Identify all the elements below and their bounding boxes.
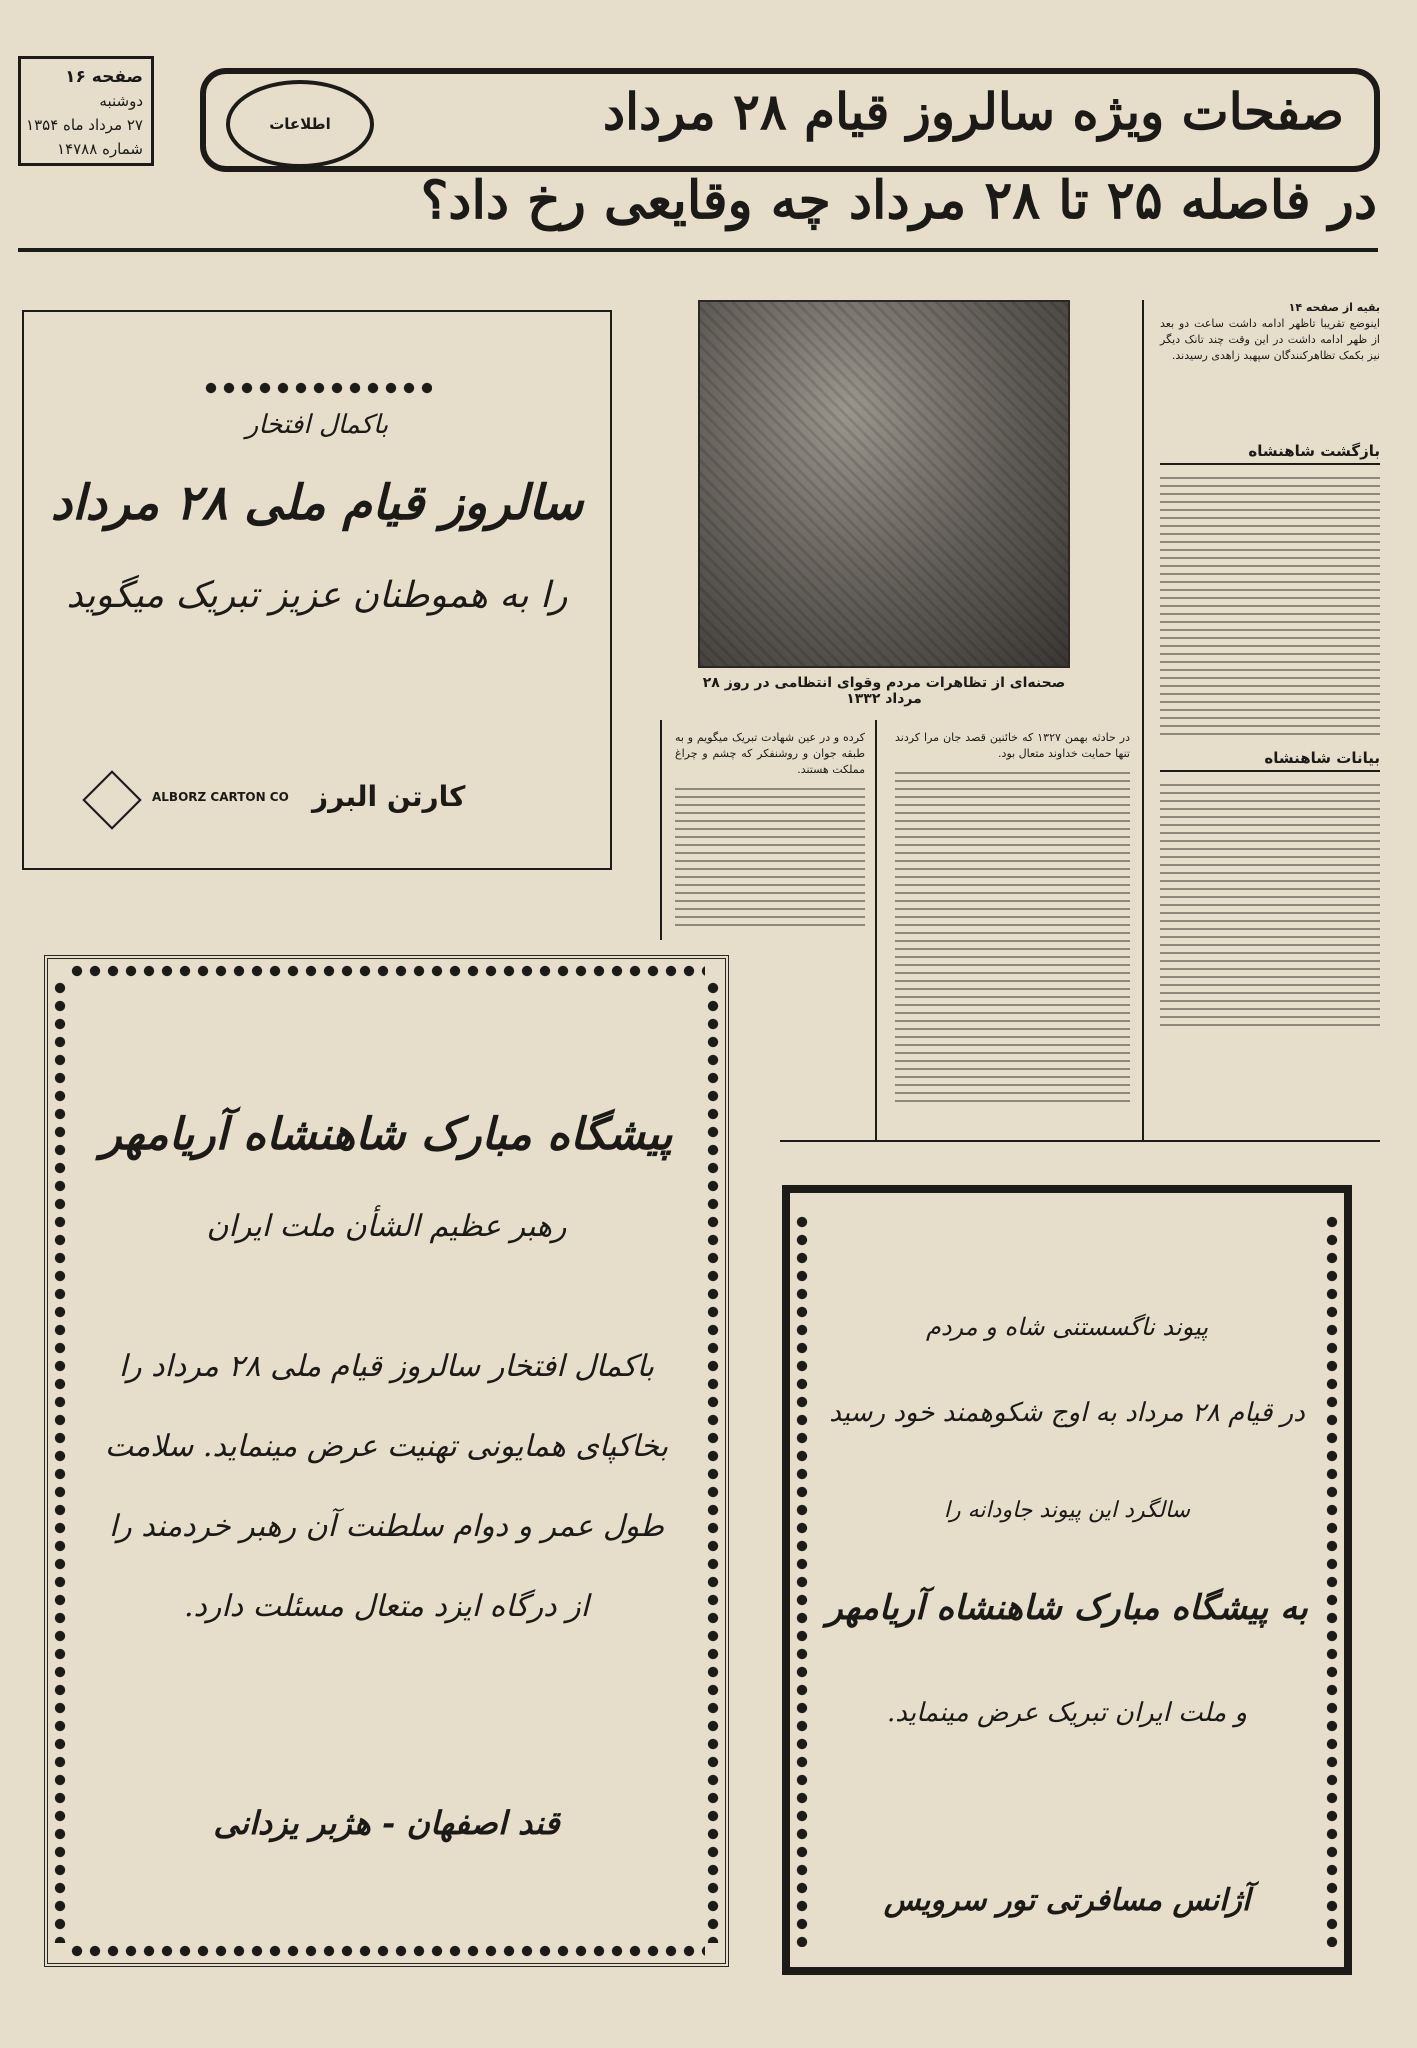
ad3-signature: آژانس مسافرتی تور سرویس xyxy=(883,1883,1251,1918)
ad-tour-service xyxy=(782,1185,1352,1975)
continued-label: بقیه از صفحه ۱۴ xyxy=(1288,301,1380,314)
article-column-right xyxy=(1160,300,1380,1028)
ad3-line5: و ملت ایران تبریک عرض مینماید. xyxy=(886,1698,1247,1728)
text-block xyxy=(1160,364,1380,434)
ad3-line2: در قیام ۲۸ مرداد به اوج شکوهمند خود رسید xyxy=(829,1398,1305,1428)
newspaper-logo xyxy=(226,80,374,168)
news-photo xyxy=(698,300,1070,668)
ornament-border xyxy=(68,1943,705,1959)
column-rule xyxy=(780,1140,1380,1142)
ad2-line4: بخاکپای همایونی تهنیت عرض مینماید. سلامت xyxy=(104,1429,669,1464)
text-block xyxy=(895,766,1130,1106)
ad3-line4: به پیشگاه مبارک شاهنشاه آریامهر xyxy=(826,1588,1308,1628)
section-title-speech: بیانات شاهنشاه xyxy=(1160,749,1380,772)
ad1-subtitle: را به هموطنان عزیز تبریک میگوید xyxy=(66,575,568,616)
banner-title: صفحات ویژه سالروز قیام ۲۸ مرداد xyxy=(602,82,1344,141)
weekday: دوشنبه xyxy=(99,92,143,110)
section-banner xyxy=(200,68,1380,172)
main-headline: در فاصله ۲۵ تا ۲۸ مرداد چه وقایعی رخ داد؟ xyxy=(420,170,1377,231)
issue-date: ۲۷ مرداد ماه ۱۳۵۴ xyxy=(26,116,143,134)
ad2-line5: طول عمر و دوام سلطنت آن رهبر خردمند را xyxy=(108,1509,665,1544)
ad3-line3: سالگرد این پیوند جاودانه را xyxy=(943,1498,1191,1523)
page-number: صفحه ۱۶ xyxy=(65,67,143,87)
company-en: ALBORZ CARTON CO xyxy=(152,790,289,804)
article-text: اینوضع تقریبا تاظهر ادامه داشت ساعت دو بعد از ظهر ادامه داشت در این وقت چند تانک دیگر نیز بکمک تظاهرکنندگان سپهبد زاهدی رسیدند. xyxy=(1160,317,1380,362)
ad1-company-logo xyxy=(82,770,502,840)
article-column-left xyxy=(675,730,865,932)
ad-qand-isfahan xyxy=(44,955,729,1967)
column-divider xyxy=(875,720,877,1140)
issue-number: شماره ۱۴۷۸۸ xyxy=(57,140,143,158)
ad2-line1: پیشگاه مبارک شاهنشاه آریامهر xyxy=(100,1109,673,1160)
box-icon xyxy=(82,770,141,829)
ornament-border xyxy=(202,380,432,396)
photo-caption: صحنه‌ای از تظاهرات مردم وقوای انتظامی در روز ۲۸ مرداد ۱۳۳۲ xyxy=(702,675,1066,707)
ornament-border xyxy=(68,963,705,979)
ad3-line1: پیوند ناگسستنی شاه و مردم xyxy=(925,1313,1209,1341)
article-column-middle xyxy=(895,730,1130,1106)
company-fa: کارتن البرز xyxy=(312,780,466,813)
logo-text: اطلاعات xyxy=(269,115,331,133)
section-title-return: بازگشت شاهنشاه xyxy=(1160,442,1380,465)
text-block xyxy=(1160,471,1380,741)
text-block xyxy=(675,782,865,932)
ad1-title: سالروز قیام ملی ۲۸ مرداد xyxy=(50,475,584,531)
column-divider xyxy=(1142,300,1144,1140)
page-info xyxy=(18,56,154,166)
ad2-line6: از درگاه ایزد متعال مسئلت دارد. xyxy=(184,1589,589,1624)
ad-alborz-carton xyxy=(22,310,612,870)
article-text: کرده و در عین شهادت تبریک میگویم و به طبقه جوان و روشنفکر که چشم و چراغ مملکت هستند. xyxy=(675,731,865,776)
ad2-line3: باکمال افتخار سالروز قیام ملی ۲۸ مرداد را xyxy=(118,1349,655,1384)
article-text: در حادثه بهمن ۱۳۲۷ که خائنین قصد جان مرا کردند تنها حمایت خداوند متعال بود. xyxy=(895,731,1130,760)
header-divider xyxy=(18,248,1378,252)
ad2-signature: قند اصفهان - هژبر یزدانی xyxy=(213,1804,560,1842)
ad1-intro: باکمال افتخار xyxy=(245,410,389,440)
text-block xyxy=(1160,778,1380,1028)
column-divider xyxy=(660,720,662,940)
ad2-line2: رهبر عظیم الشأن ملت ایران xyxy=(206,1209,567,1244)
